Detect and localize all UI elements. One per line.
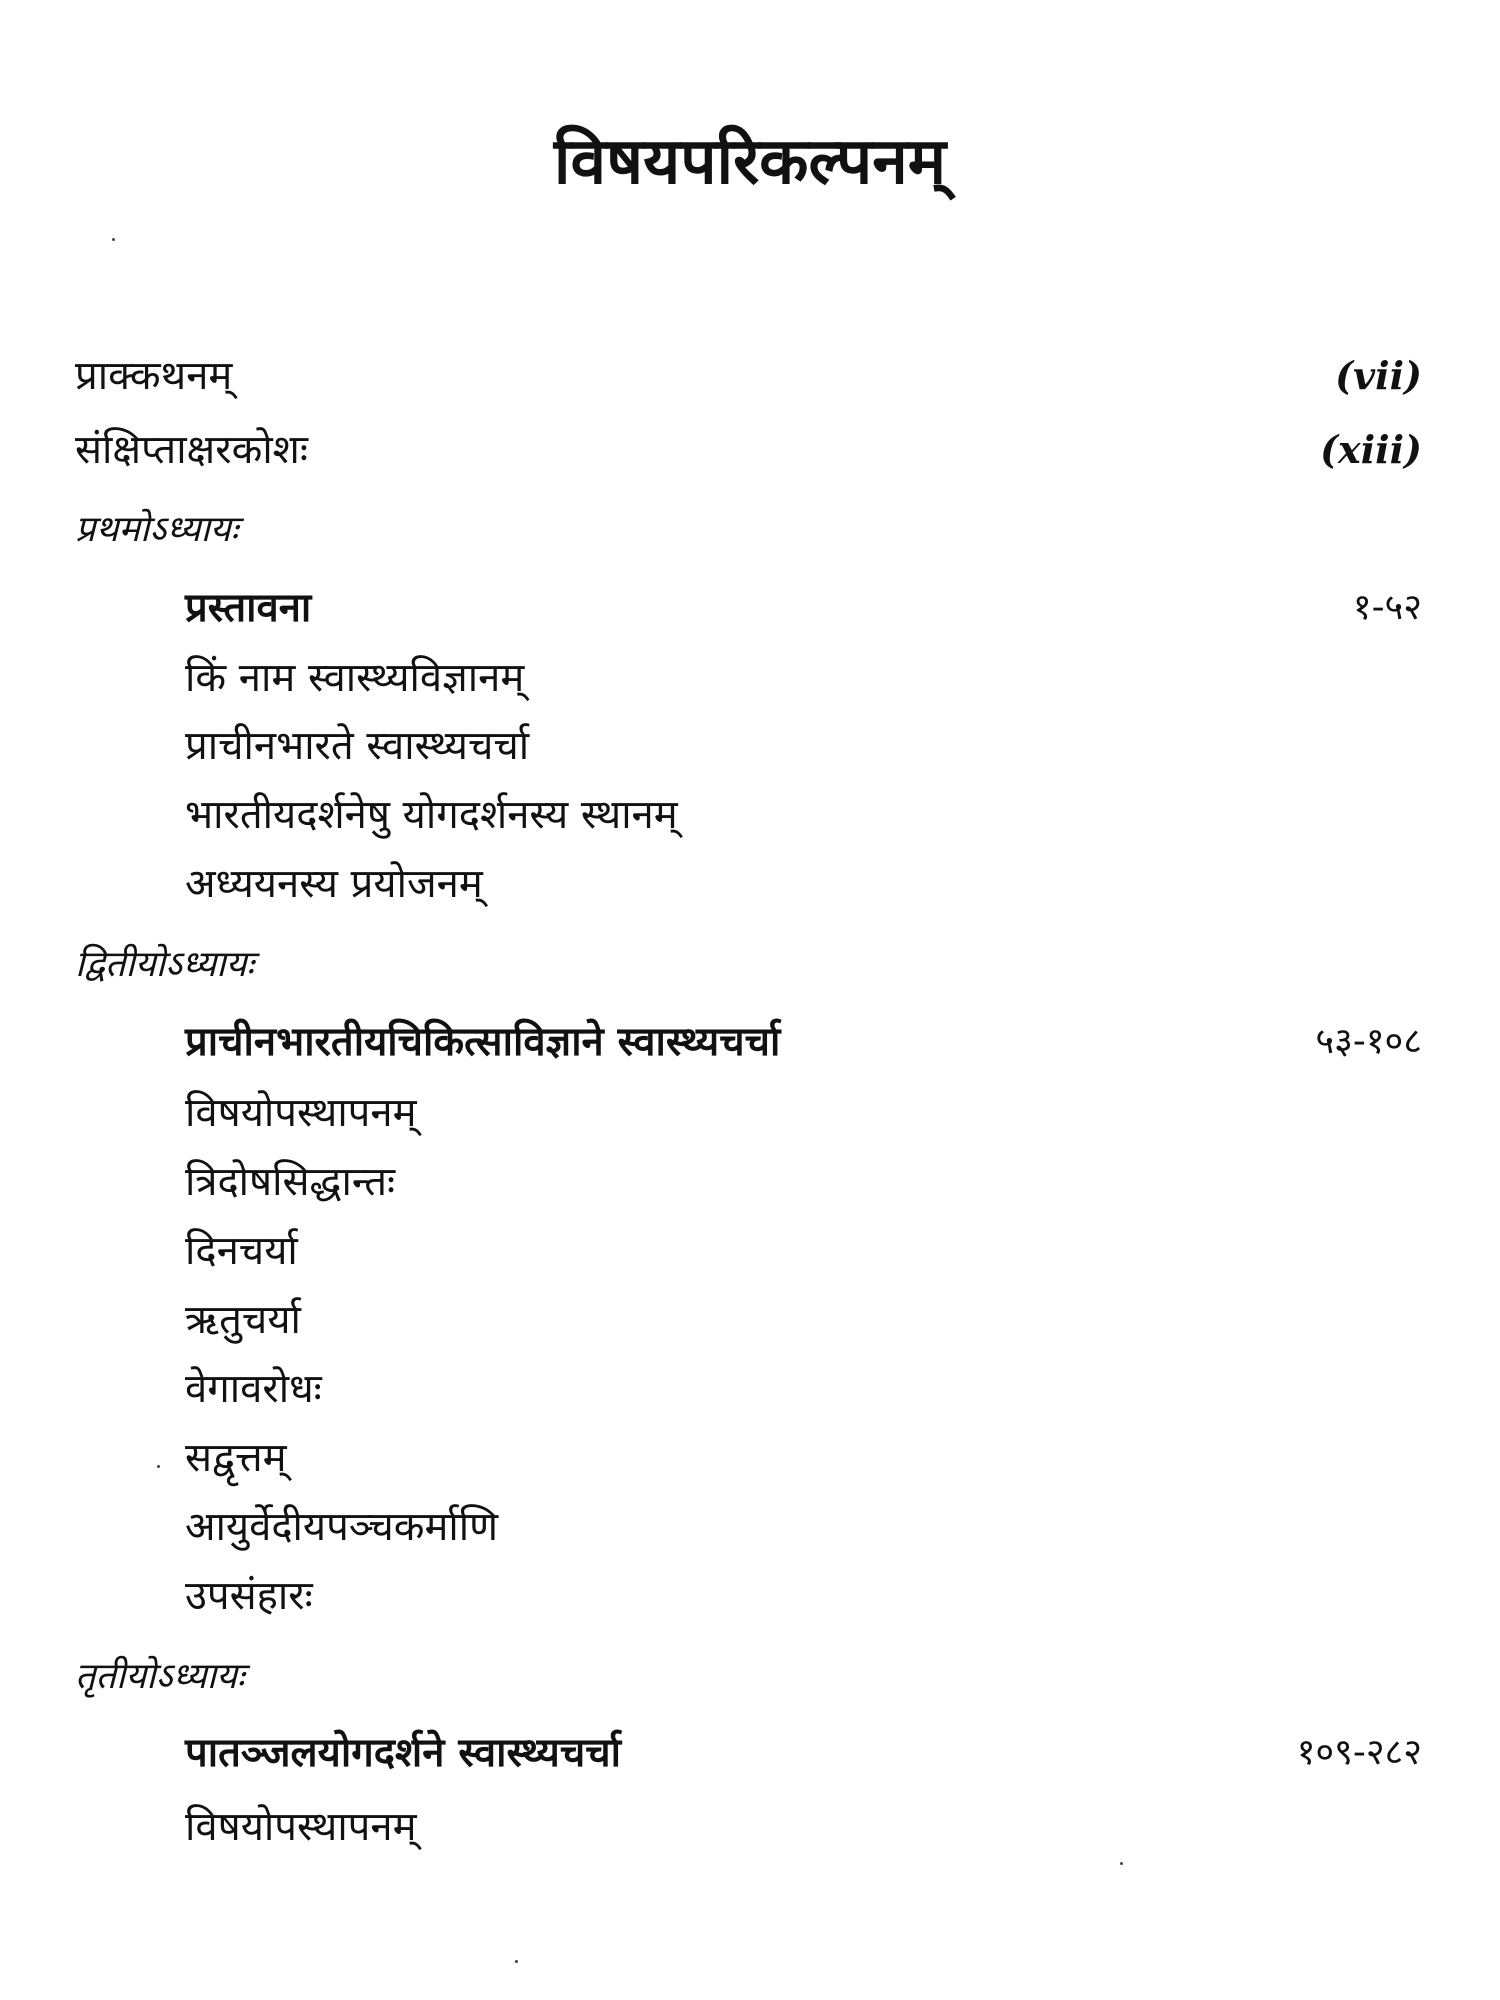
toc-subentry — [0, 1221, 1500, 1281]
toc-entry-pages: (vii) — [1335, 353, 1422, 398]
toc-subentry — [0, 854, 1500, 914]
toc-entry-pages: १०९-२८२ — [1296, 1732, 1422, 1773]
toc-entry-label: प्रस्तावना — [185, 585, 312, 631]
toc-entry-abbreviations — [0, 420, 1500, 480]
toc-entry-label: उपसंहारः — [185, 1573, 313, 1619]
toc-entry-label: त्रिदोषसिद्धान्तः — [185, 1159, 396, 1205]
toc-subentry — [0, 1152, 1500, 1212]
toc-entry-pages: (xiii) — [1320, 427, 1422, 472]
toc-entry-yoga-darshana — [0, 1723, 1500, 1783]
chapter-label: प्रथमोऽध्यायः — [75, 509, 239, 550]
toc-entry-label: सद्वृत्तम् — [185, 1435, 287, 1481]
toc-entry-label: संक्षिप्ताक्षरकोशः — [75, 427, 308, 473]
toc-entry-label: विषयोपस्थापनम् — [185, 1090, 417, 1136]
page-title: विषयपरिकल्पनम् — [553, 125, 947, 199]
toc-subentry — [0, 1083, 1500, 1143]
toc-entry-pages: १-५२ — [1352, 587, 1422, 628]
toc-subentry — [0, 1566, 1500, 1626]
toc-subentry — [0, 1428, 1500, 1488]
toc-entry-label: ऋतुचर्या — [185, 1297, 301, 1343]
toc-subentry — [0, 716, 1500, 776]
scan-speck — [112, 238, 115, 241]
toc-entry-label: विषयोपस्थापनम् — [185, 1804, 417, 1850]
toc-subentry — [0, 648, 1500, 708]
toc-entry-label: प्राक्कथनम् — [75, 353, 233, 399]
toc-entry-label: किं नाम स्वास्थ्यविज्ञानम् — [185, 655, 525, 701]
toc-entry-label: वेगावरोधः — [185, 1366, 322, 1412]
chapter-label: तृतीयोऽध्यायः — [75, 1656, 245, 1697]
scan-speck — [515, 1960, 518, 1963]
scan-speck — [157, 1465, 160, 1468]
toc-entry-pages: ५३-१०८ — [1315, 1021, 1422, 1062]
toc-entry-label: प्राचीनभारतीयचिकित्साविज्ञाने स्वास्थ्यचर्चा — [185, 1019, 781, 1065]
toc-entry-prastavana — [0, 578, 1500, 638]
scan-speck — [1120, 1862, 1123, 1865]
toc-subentry — [0, 1290, 1500, 1350]
toc-entry-label: दिनचर्या — [185, 1228, 298, 1274]
chapter-heading-2 — [0, 935, 1500, 995]
chapter-heading-3 — [0, 1647, 1500, 1707]
toc-subentry — [0, 785, 1500, 845]
toc-entry-ancient-medicine — [0, 1012, 1500, 1072]
toc-entry-label: अध्ययनस्य प्रयोजनम् — [185, 861, 483, 907]
toc-subentry — [0, 1497, 1500, 1557]
chapter-label: द्वितीयोऽध्यायः — [75, 944, 254, 985]
toc-entry-prakkathanam — [0, 346, 1500, 406]
toc-entry-label: प्राचीनभारते स्वास्थ्यचर्चा — [185, 723, 530, 769]
toc-subentry — [0, 1359, 1500, 1419]
toc-entry-label: भारतीयदर्शनेषु योगदर्शनस्य स्थानम् — [185, 792, 678, 838]
toc-entry-label: आयुर्वेदीयपञ्चकर्माणि — [185, 1504, 498, 1550]
chapter-heading-1 — [0, 500, 1500, 560]
toc-entry-label: पातञ्जलयोगदर्शने स्वास्थ्यचर्चा — [185, 1730, 622, 1776]
toc-subentry — [0, 1797, 1500, 1857]
